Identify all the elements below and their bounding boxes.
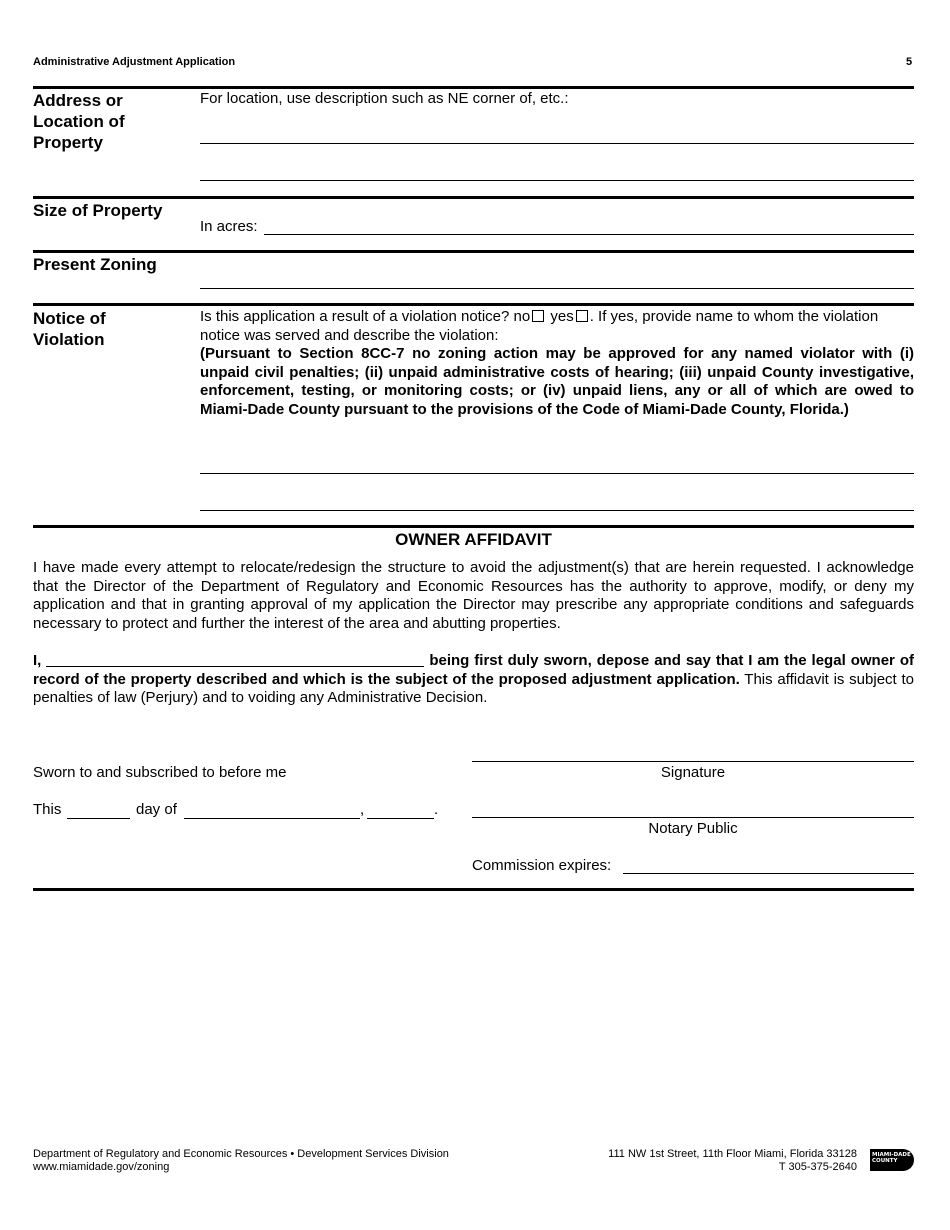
footer-department: Department of Regulatory and Economic Resources • Development Services Division [33, 1148, 449, 1160]
violation-line-2[interactable] [200, 510, 914, 511]
violation-question [200, 308, 914, 345]
section-divider [33, 196, 914, 199]
section-divider [33, 86, 914, 89]
zoning-field[interactable] [200, 288, 914, 289]
day-field[interactable] [67, 818, 130, 819]
period: . [434, 801, 439, 818]
notary-line[interactable] [472, 817, 914, 818]
header-title: Administrative Adjustment Application [33, 56, 236, 68]
signature-label: Signature [660, 764, 726, 781]
commission-label: Commission expires: [472, 857, 612, 874]
acres-field[interactable] [264, 234, 914, 235]
violation-question-text: Is this application a result of a violation notice? no [200, 308, 531, 325]
footer-website[interactable]: www.miamidade.gov/zoning [33, 1161, 170, 1173]
page-number: 5 [906, 56, 913, 68]
violation-label: Notice of Violation [33, 309, 106, 349]
oath-prefix: I, [33, 652, 42, 669]
section-divider [33, 888, 914, 891]
section-divider [33, 250, 914, 253]
yes-label: yes [550, 308, 574, 325]
address-instruction: For location, use description such as NE corner of, etc.: [200, 90, 569, 107]
year-field[interactable] [367, 818, 434, 819]
oath-regular-text: This affidavit is subject to penalties of law (Perjury) and to voiding any Administrative Decision. [33, 670, 914, 706]
address-line-1[interactable] [200, 143, 914, 144]
section-divider [33, 525, 914, 528]
no-checkbox[interactable] [532, 310, 544, 322]
day-of-text: day of [136, 801, 177, 818]
violation-question-rest: . If yes, provide name to whom the violation notice was served and describe the violation: [200, 308, 879, 344]
signature-line[interactable] [472, 761, 914, 762]
yes-checkbox[interactable] [576, 310, 588, 322]
address-line-2[interactable] [200, 180, 914, 181]
pursuant-notice: (Pursuant to Section 8CC-7 no zoning action may be approved for any named violator with (i) unpaid civil penalties; (ii) unpaid administrative costs of hearing; (iii) unpaid County investigative, enforcement, testing, or monitoring costs; or (iv) unpaid liens, any or all of which are owed to Miami-Dade County pursuant to the provisions of the Code of Miami-Dade County, Florida.) [200, 345, 914, 418]
oath-paragraph [33, 652, 914, 708]
section-divider [33, 303, 914, 306]
county-logo [870, 1149, 914, 1171]
owner-name-field[interactable] [46, 652, 424, 667]
size-label: Size of Property [33, 201, 163, 220]
county-logo-text: MIAMI-DADE COUNTY [872, 1152, 911, 1164]
footer-address: 111 NW 1st Street, 11th Floor Miami, Florida 33128 [608, 1148, 857, 1160]
violation-line-1[interactable] [200, 473, 914, 474]
commission-field[interactable] [623, 873, 914, 874]
this-text: This [33, 801, 62, 818]
footer-phone: T 305-375-2640 [778, 1161, 857, 1173]
affidavit-title: OWNER AFFIDAVIT [395, 530, 552, 549]
affidavit-paragraph: I have made every attempt to relocate/redesign the structure to avoid the adjustment(s) that are herein requested. I acknowledge that the Director of the Department of Regulatory and Economic Resources has the authority to approve, modify, or deny my application and that in granting approval of my application the Director may prescribe any appropriate conditions and safeguards necessary to protect and further the interest of the area and abutting properties. [33, 559, 914, 632]
oath-bold-text: being first duly sworn, depose and say that I am the legal owner of record of the property described and which is the subject of the proposed adjustment application. [33, 652, 915, 688]
zoning-label: Present Zoning [33, 255, 157, 274]
address-label: Address or Location of Property [33, 91, 125, 152]
acres-prompt: In acres: [200, 218, 258, 235]
month-field[interactable] [184, 818, 360, 819]
comma: , [360, 801, 365, 818]
sworn-text: Sworn to and subscribed to before me [33, 764, 287, 781]
notary-label: Notary Public [648, 820, 738, 837]
